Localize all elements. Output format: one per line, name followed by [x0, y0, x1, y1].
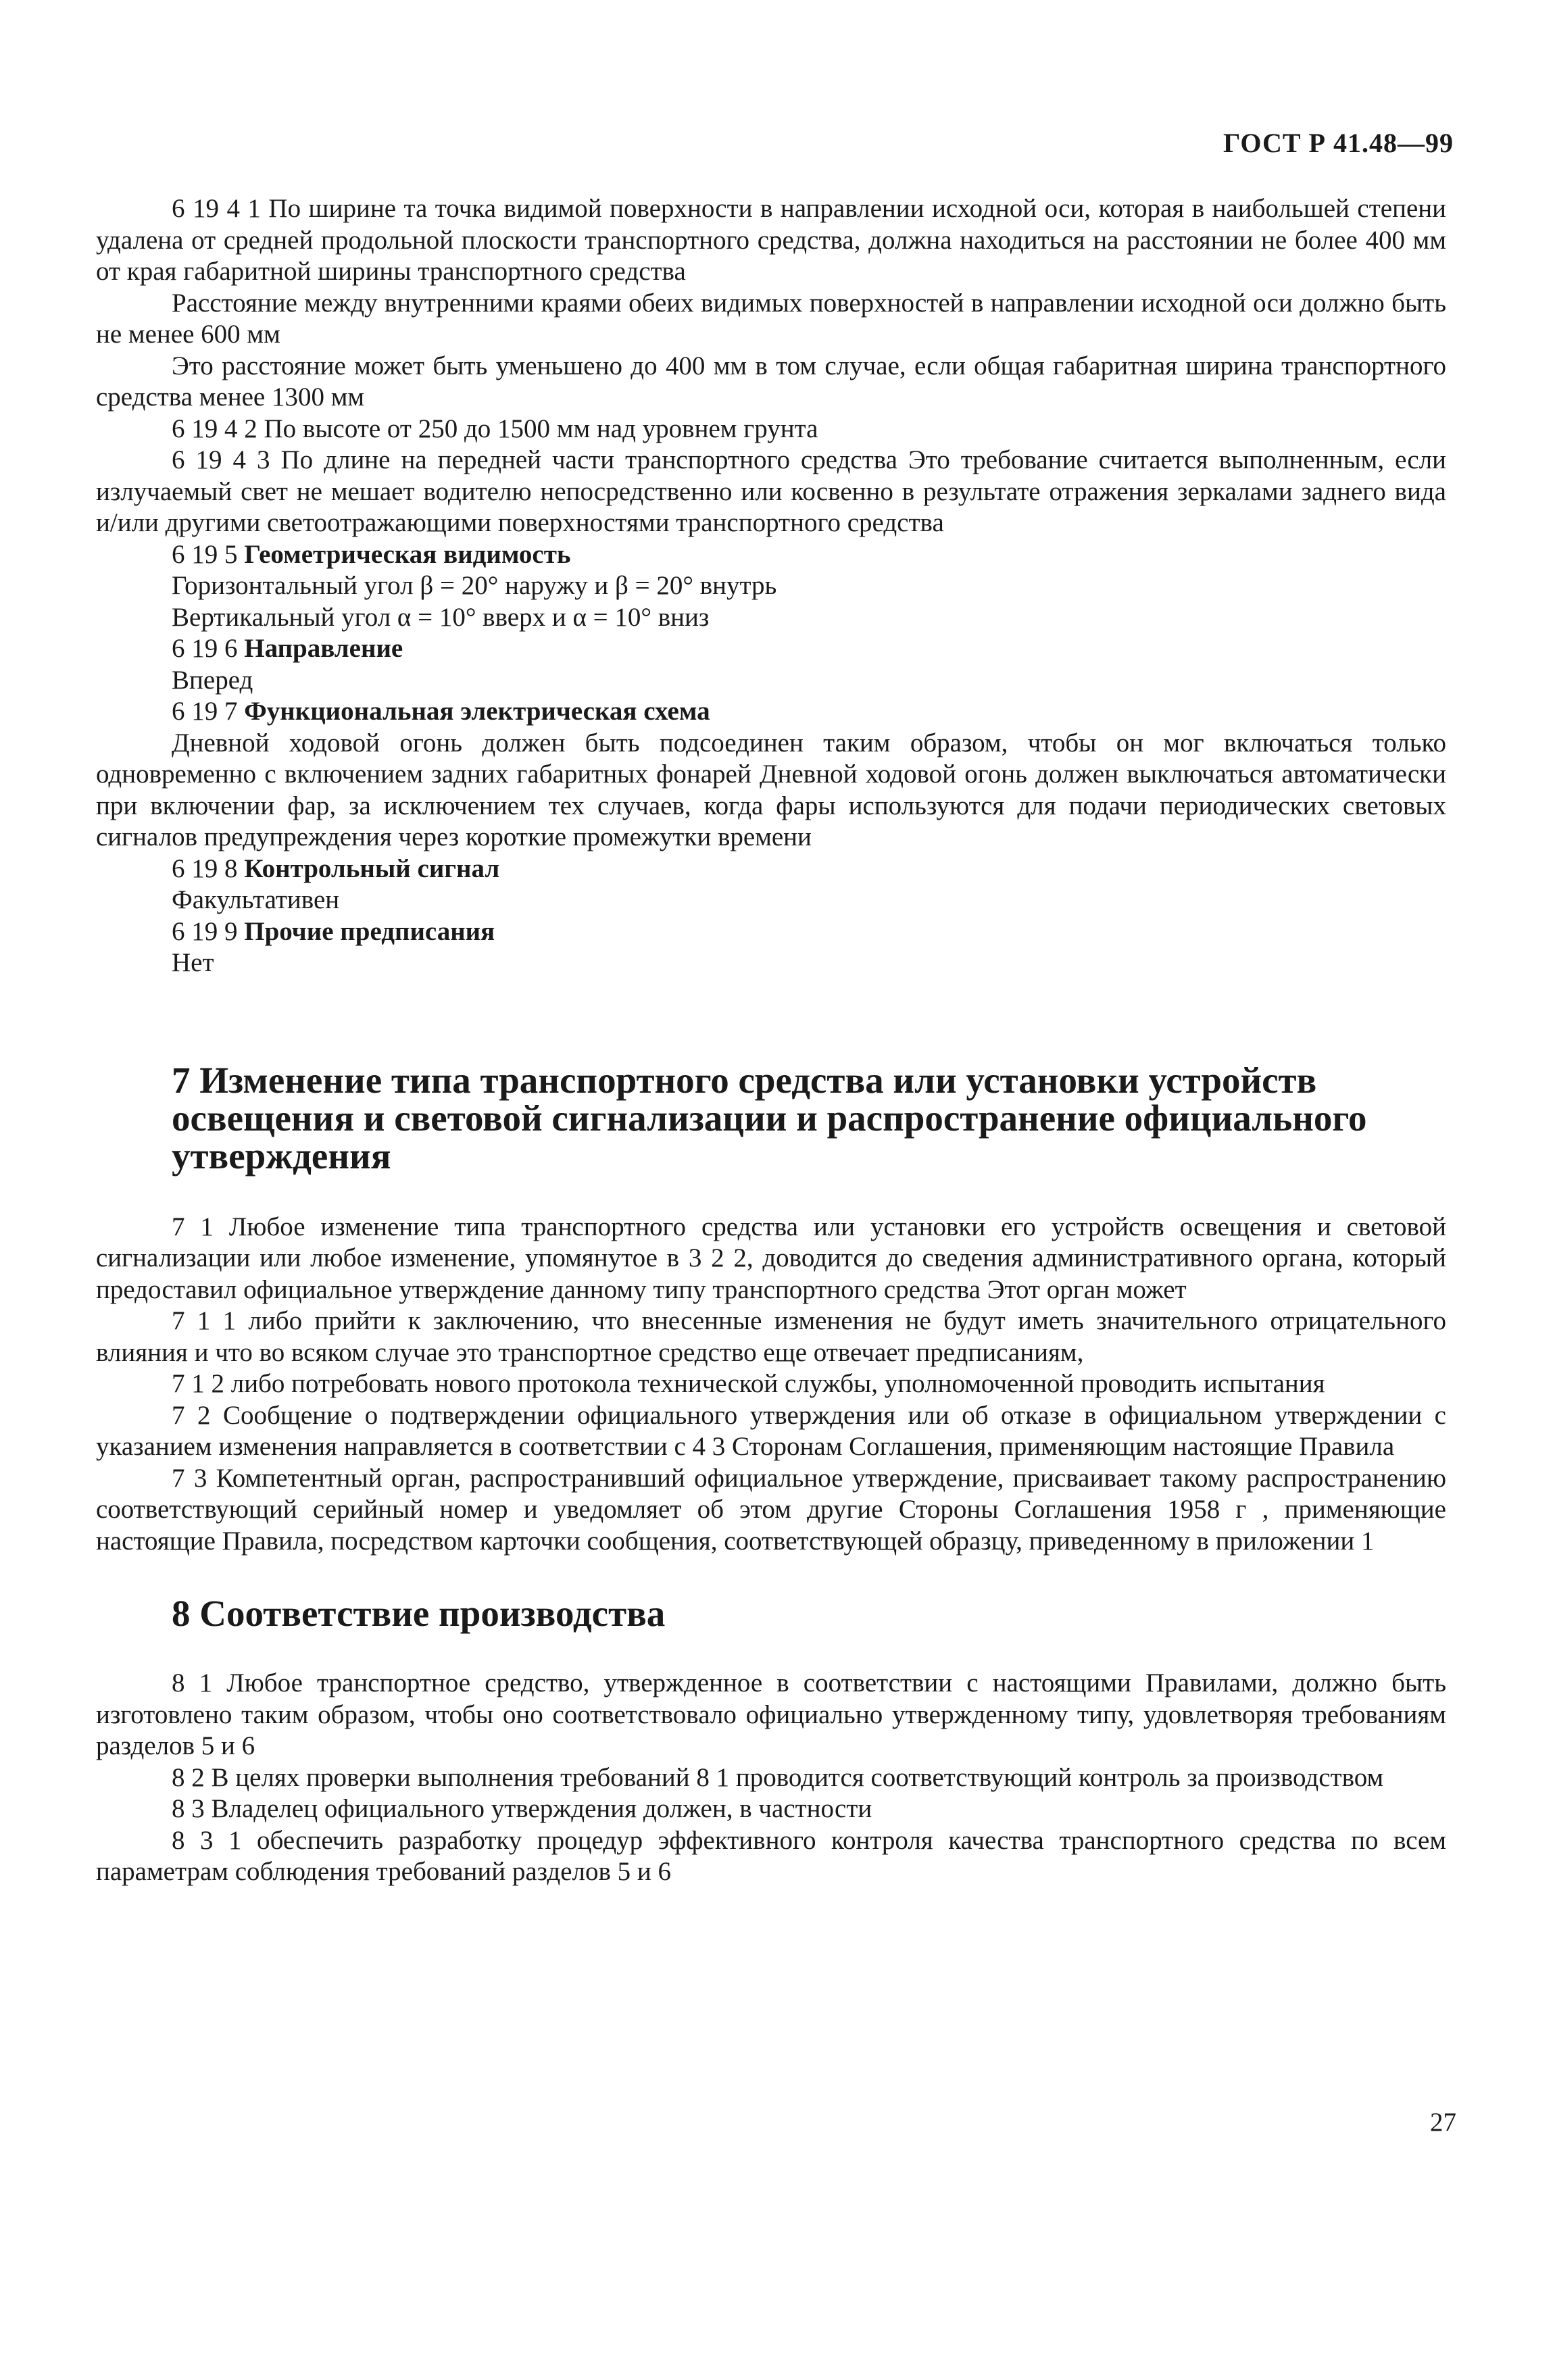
paragraph-7-1-1: 7 1 1 либо прийти к заключению, что внесенные изменения не будут иметь значительного отрицательного влияния и что во всяком случае это транспортное средство еще отвечает предписаниям, — [96, 1306, 1446, 1367]
subsection-number: 6 19 7 — [172, 697, 238, 726]
paragraph-7-1-2: 7 1 2 либо потребовать нового протокола технической службы, уполномоченной проводить испытания — [172, 1369, 1325, 1398]
vertical-angle-line: Вертикальный угол α = 10° вверх и α = 10° вниз — [172, 602, 710, 632]
subsection-number: 6 19 6 — [172, 634, 238, 663]
subsection-title: Геометрическая видимость — [244, 539, 571, 569]
paragraph-distance-400: Это расстояние может быть уменьшено до 400 мм в том случае, если общая габаритная ширина транспортного средства менее 1300 мм — [96, 351, 1446, 412]
paragraph-distance-600: Расстояние между внутренними краями обеих видимых поверхностей в направлении исходной оси должно быть не менее 600 мм — [96, 288, 1446, 349]
paragraph-6-19-4-2: 6 19 4 2 По высоте от 250 до 1500 мм над уровнем грунта — [172, 414, 818, 443]
paragraph-daytime-running-lamp: Дневной ходовой огонь должен быть подсоединен таким образом, чтобы он мог включаться только одновременно с включением задних габаритных фонарей Дневной ходовой огонь должен выключаться автоматически при включении фар, за исключением тех случаев, когда фары используются для подачи периодических световых сигналов предупреждения через короткие промежутки времени — [96, 728, 1446, 851]
subsection-title: Функциональная электрическая схема — [244, 697, 710, 726]
page-body — [96, 193, 1446, 1888]
subsection-6-19-8 — [172, 853, 1446, 885]
paragraph-8-2: 8 2 В целях проверки выполнения требований 8 1 проводится соответствующий контроль за производством — [172, 1762, 1384, 1792]
paragraph-7-3: 7 3 Компетентный орган, распространивший официальное утверждение, присваивает такому распространению соответствующий серийный номер и уведомляет об этом другие Стороны Соглашения 1958 г , применяющие настоящие Правила, посредством карточки сообщения, соответствующей образцу, приведенному в приложении 1 — [96, 1463, 1446, 1556]
subsection-title: Направление — [244, 634, 403, 663]
subsection-6-19-9 — [172, 916, 1446, 948]
subsection-6-19-6 — [172, 633, 1446, 665]
subsection-number: 6 19 8 — [172, 853, 238, 883]
subsection-6-19-5 — [172, 539, 1446, 571]
document-code: ГОСТ Р 41.48—99 — [1223, 128, 1454, 158]
paragraph-6-19-4-3: 6 19 4 3 По длине на передней части транспортного средства Это требование считается выполненным, если излучаемый свет не мешает водителю непосредственно или косвенно в результате отражения зеркалами заднего вида и/или другими светоотражающими поверхностями транспортного средства — [96, 445, 1446, 537]
subsection-number: 6 19 9 — [172, 916, 238, 946]
subsection-number: 6 19 5 — [172, 539, 238, 569]
subsection-title: Прочие предписания — [244, 916, 495, 946]
control-signal-value: Факультативен — [172, 885, 340, 914]
paragraph-8-3: 8 3 Владелец официального утверждения должен, в частности — [172, 1794, 872, 1823]
other-requirements-value: Нет — [172, 948, 214, 977]
page-number: 27 — [1430, 2108, 1456, 2137]
paragraph-6-19-4-1: 6 19 4 1 По ширине та точка видимой поверхности в направлении исходной оси, которая в наибольшей степени удалена от средней продольной плоскости транспортного средства, должна находиться на расстоянии не более 400 мм от края габаритной ширины транспортного средства — [96, 194, 1446, 286]
section-7-heading: 7 Изменение типа транспортного средства или установки устройств освещения и световой сигнализации и распространение официального утверждения — [172, 1059, 1367, 1176]
horizontal-angle-line: Горизонтальный угол β = 20° наружу и β = 20° внутрь — [172, 571, 777, 600]
subsection-6-19-7 — [172, 696, 1446, 728]
paragraph-7-1: 7 1 Любое изменение типа транспортного средства или установки его устройств освещения и световой сигнализации или любое изменение, упомянутое в 3 2 2, доводится до сведения административного органа, который предоставил официальное утверждение данному типу транспортного средства Этот орган может — [96, 1212, 1446, 1304]
paragraph-8-3-1: 8 3 1 обеспечить разработку процедур эффективного контроля качества транспортного средства по всем параметрам соблюдения требований разделов 5 и 6 — [96, 1825, 1446, 1886]
direction-value: Вперед — [172, 665, 253, 695]
subsection-title: Контрольный сигнал — [244, 853, 500, 883]
paragraph-8-1: 8 1 Любое транспортное средство, утвержденное в соответствии с настоящими Правилами, должно быть изготовлено таким образом, чтобы оно соответствовало официально утвержденному типу, удовлетворяя требованиям разделов 5 и 6 — [96, 1668, 1446, 1760]
section-8-heading: 8 Соответствие производства — [172, 1593, 666, 1634]
paragraph-7-2: 7 2 Сообщение о подтверждении официального утверждения или об отказе в официальном утверждении с указанием изменения направляется в соответствии с 4 3 Сторонам Соглашения, применяющим настоящие Правила — [96, 1400, 1446, 1461]
